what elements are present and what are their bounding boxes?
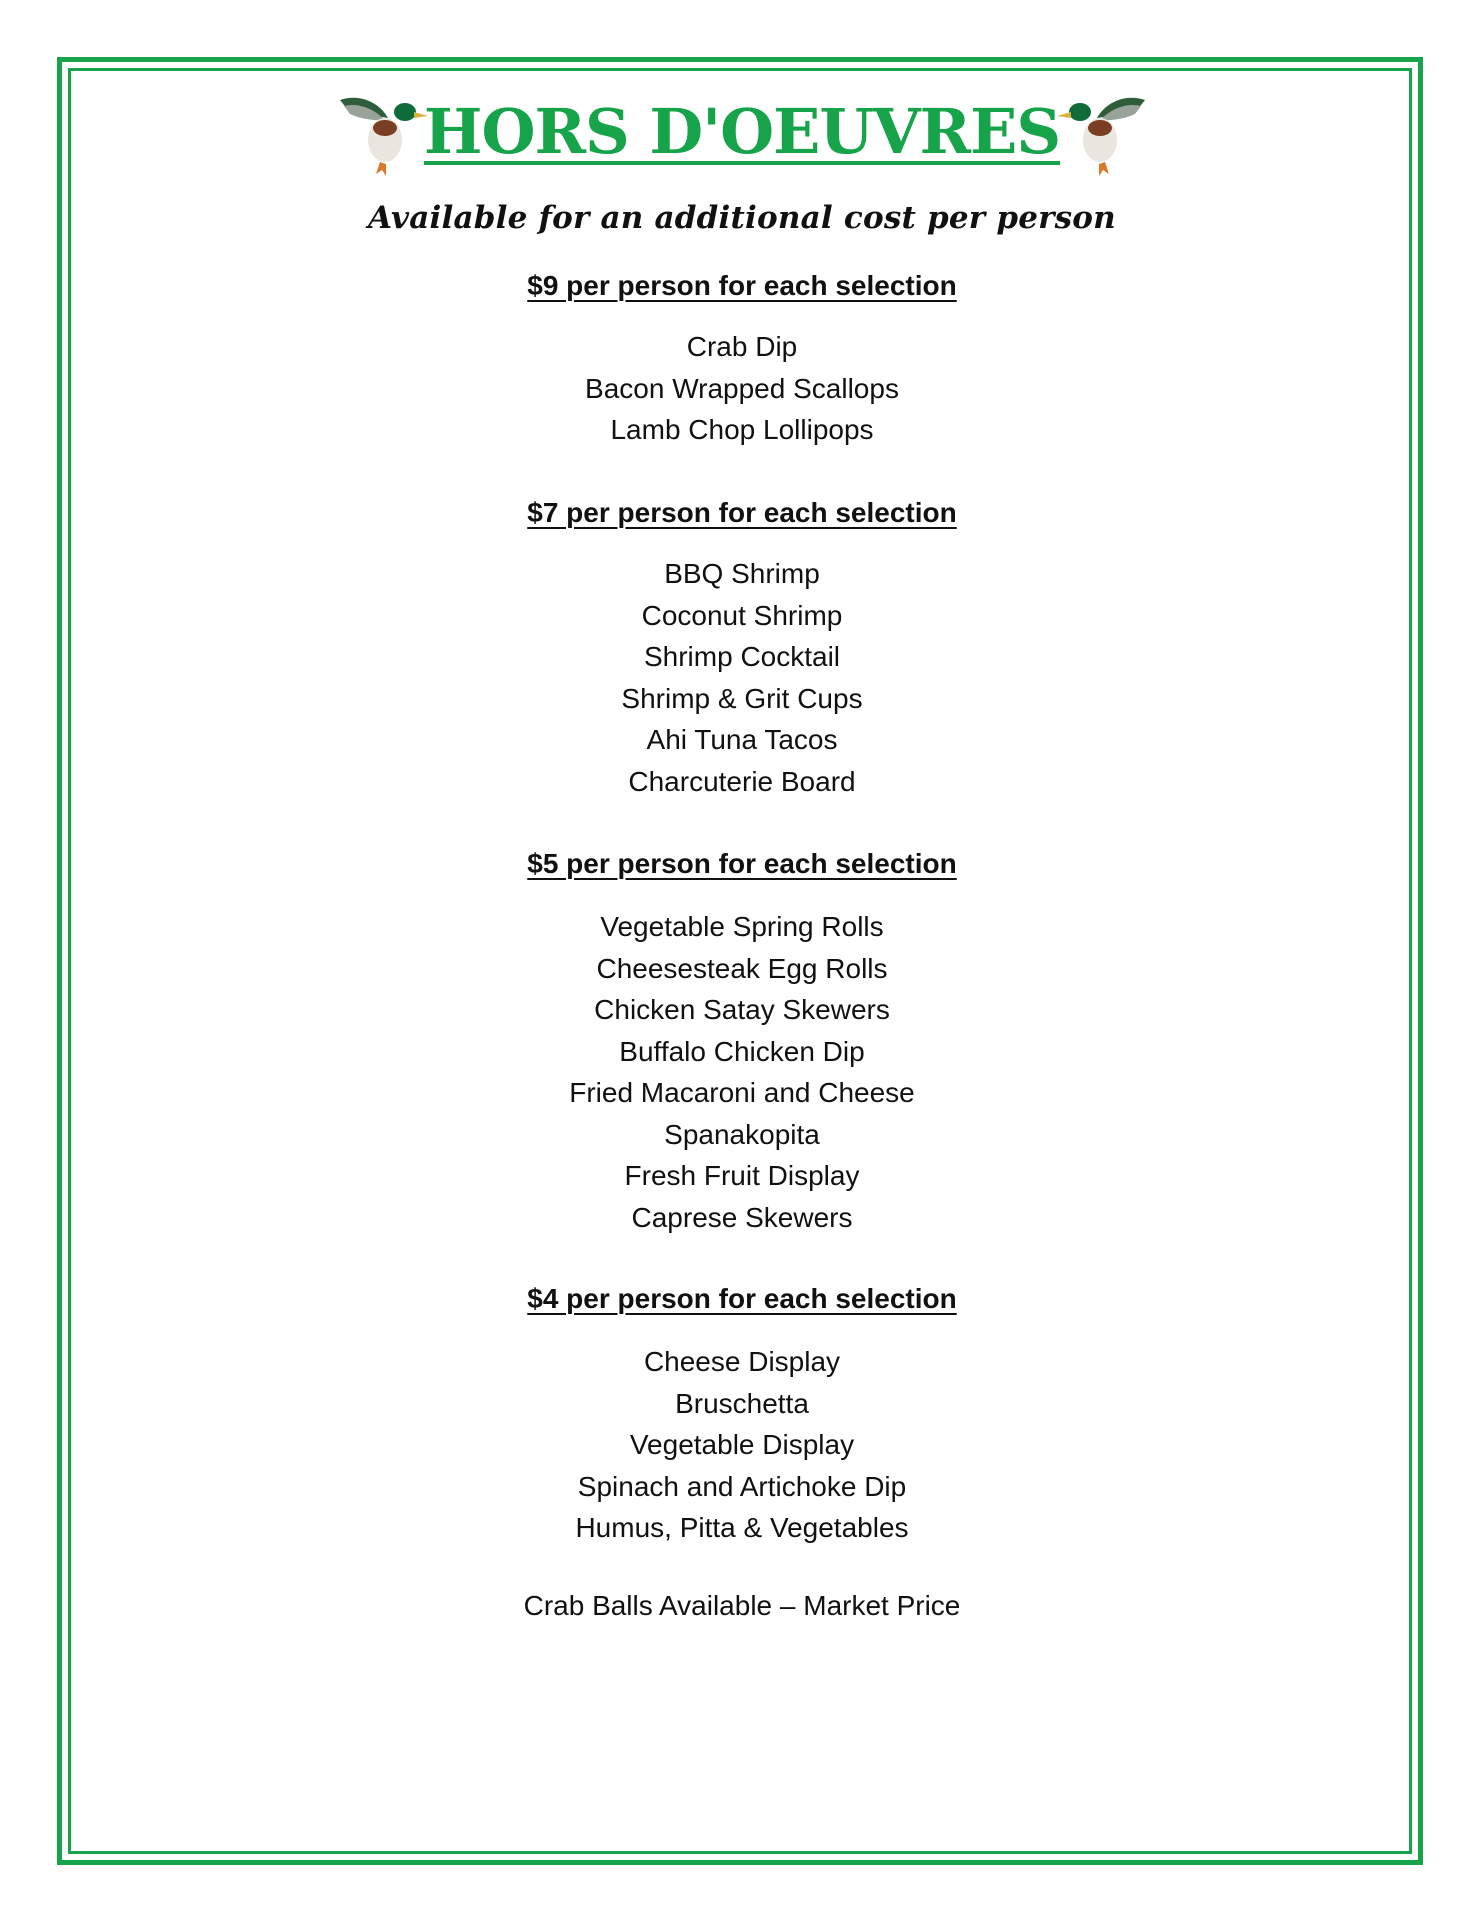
list-item: Vegetable Display bbox=[629, 1429, 855, 1460]
item-list bbox=[0, 326, 1484, 451]
mallard-duck-icon bbox=[1040, 88, 1155, 178]
section-heading: $9 per person for each selection bbox=[527, 270, 957, 301]
item-list bbox=[0, 906, 1484, 1238]
market-price-note: Crab Balls Available – Market Price bbox=[523, 1590, 961, 1621]
list-item: Coconut Shrimp bbox=[641, 599, 843, 631]
section-heading: $7 per person for each selection bbox=[527, 497, 957, 528]
page-subtitle: Available for an additional cost per person bbox=[368, 200, 1116, 236]
section-heading: $5 per person for each selection bbox=[527, 848, 957, 879]
header bbox=[0, 88, 1484, 183]
list-item: Spinach and Artichoke Dip bbox=[577, 1470, 907, 1502]
list-item: Charcuterie Board bbox=[628, 765, 856, 797]
list-item: Caprese Skewers bbox=[631, 1201, 853, 1233]
list-item: Buffalo Chicken Dip bbox=[619, 1035, 865, 1067]
list-item: Fresh Fruit Display bbox=[624, 1160, 860, 1191]
list-item: Ahi Tuna Tacos bbox=[646, 724, 838, 755]
item-list bbox=[0, 553, 1484, 802]
list-item: Spanakopita bbox=[664, 1118, 820, 1150]
list-item: BBQ Shrimp bbox=[664, 558, 820, 589]
list-item: Humus, Pitta & Vegetables bbox=[575, 1512, 909, 1543]
list-item: Fried Macaroni and Cheese bbox=[569, 1077, 915, 1108]
list-item: Shrimp & Grit Cups bbox=[621, 682, 863, 714]
list-item: Cheesesteak Egg Rolls bbox=[596, 952, 888, 984]
item-list bbox=[0, 1341, 1484, 1549]
list-item: Chicken Satay Skewers bbox=[594, 994, 890, 1025]
list-item: Lamb Chop Lollipops bbox=[610, 414, 874, 445]
list-item: Bruschetta bbox=[675, 1387, 809, 1419]
section-heading: $4 per person for each selection bbox=[527, 1283, 957, 1314]
list-item: Shrimp Cocktail bbox=[643, 641, 841, 672]
list-item: Bacon Wrapped Scallops bbox=[585, 372, 899, 404]
list-item: Cheese Display bbox=[643, 1346, 841, 1377]
list-item: Crab Dip bbox=[686, 331, 798, 362]
page-title: HORS D'OEUVRES bbox=[423, 95, 1061, 168]
list-item: Vegetable Spring Rolls bbox=[600, 911, 884, 942]
